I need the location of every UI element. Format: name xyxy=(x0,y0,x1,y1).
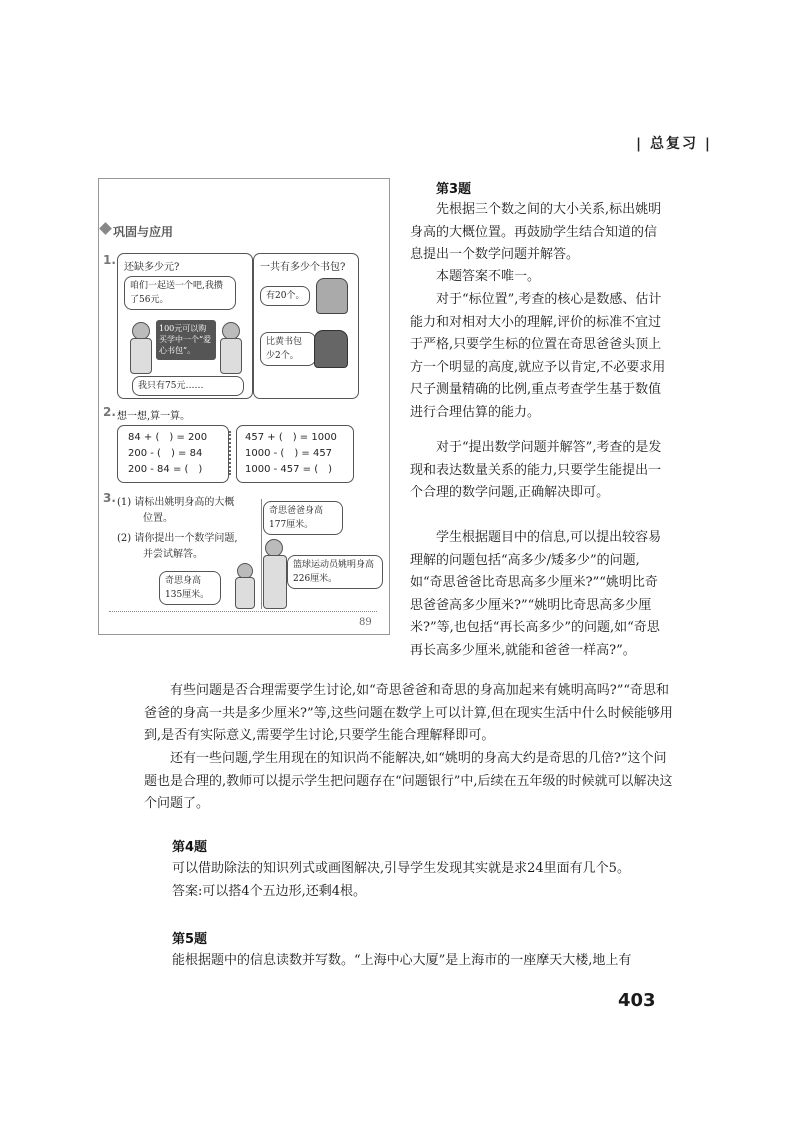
backpack-icon xyxy=(316,278,348,314)
kid-height-bubble: 奇思身高135厘米。 xyxy=(159,571,221,605)
q1-right-title: 一共有多少个书包? xyxy=(260,262,346,273)
blackboard: 100元可以购买学中一个“爱心书包”。 xyxy=(156,320,216,360)
q3-line2: (2) 请你提出一个数学问题, xyxy=(117,533,238,544)
backpack-icon xyxy=(314,330,348,368)
height-scale-line xyxy=(261,499,262,609)
q2-left-box xyxy=(117,425,229,483)
section-title: 巩固与应用 xyxy=(113,225,174,239)
q3-paragraph-7: 还有一些问题,学生用现在的知识尚不能解决,如“姚明的身高大约是奇思的几倍?”这个问题也是合理的,教师可以提示学生把问题存在“问题银行”中,后续在五年级的时候就可以解决这个问题了。 xyxy=(144,751,673,811)
q3-paragraph-2: 本题答案不唯一。 xyxy=(436,269,541,284)
q2-title: 想一想,算一算。 xyxy=(117,411,191,422)
q2-right-box xyxy=(236,425,354,483)
dad-body-icon xyxy=(263,555,287,609)
q1-speech-bubble-2: 我只有75元…… xyxy=(132,376,244,396)
textbook-page-number: 89 xyxy=(359,617,372,628)
boy-body-icon xyxy=(130,338,152,374)
q5-heading: 第5题 xyxy=(172,932,208,947)
q1-number: 1. xyxy=(103,253,116,267)
q3-paragraph-5: 学生根据题目中的信息,可以提出较容易理解的问题包括“高多少/矮多少”的问题,如“奇思爸爸比奇思高多少厘米?”“姚明比奇思爸爸高多少厘米?”“姚明比奇思高多少厘米?”等,也包括“再长高多少”的问题,如“奇思再长高多少厘米,就能和爸爸一样高?”。 xyxy=(410,530,662,658)
equation: 1000 - 457 = ( ) xyxy=(245,464,333,475)
chapter-tab: | 总复习 | xyxy=(636,136,712,152)
page-number: 403 xyxy=(618,990,656,1011)
equation: 1000 - ( ) = 457 xyxy=(245,448,333,459)
yaoming-height-bubble: 篮球运动员姚明身高226厘米。 xyxy=(287,555,383,589)
q1-speech-bubble-4: 比黄书包少2个。 xyxy=(260,332,316,366)
q3-line1: (1) 请标出姚明身高的大概 xyxy=(117,497,235,508)
q3-number: 3. xyxy=(103,491,116,505)
q4-answer: 答案:可以搭4个五边形,还剩4根。 xyxy=(172,884,367,899)
q1-speech-bubble: 咱们一起送一个吧,我攒了56元。 xyxy=(124,276,236,310)
q3-paragraph-1: 先根据三个数之间的大小关系,标出姚明身高的大概位置。再鼓励学生结合知道的信息提出一个数学问题并解答。 xyxy=(410,202,662,262)
equation: 200 - 84 = ( ) xyxy=(128,464,203,475)
footer-rule xyxy=(109,611,377,612)
binder-rings xyxy=(229,431,235,475)
equation: 200 - ( ) = 84 xyxy=(128,448,203,459)
dad-height-bubble: 奇思爸爸身高177厘米。 xyxy=(263,501,343,535)
q4-heading: 第4题 xyxy=(172,840,208,855)
qisi-body-icon xyxy=(235,577,255,609)
q3-line2b: 并尝试解答。 xyxy=(143,549,203,560)
q4-paragraph-1: 可以借助除法的知识列式或画图解决,引导学生发现其实就是求24里面有几个5。 xyxy=(172,861,630,876)
equation: 84 + ( ) = 200 xyxy=(128,432,208,443)
q2-number: 2. xyxy=(103,405,116,419)
q1-speech-bubble-3: 有20个。 xyxy=(260,286,310,306)
textbook-page-figure xyxy=(98,178,390,635)
q3-heading: 第3题 xyxy=(436,182,472,197)
section-diamond-icon xyxy=(99,222,112,235)
q1-left-panel xyxy=(117,253,253,399)
q1-right-panel xyxy=(253,253,359,399)
q3-line1b: 位置。 xyxy=(143,513,173,524)
q5-paragraph-1: 能根据题中的信息读数并写数。“上海中心大厦”是上海市的一座摩天大楼,地上有 xyxy=(172,953,632,968)
q3-paragraph-6: 有些问题是否合理需要学生讨论,如“奇思爸爸和奇思的身高加起来有姚明高吗?”“奇思和爸爸的身高一共是多少厘米?”等,这些问题在数学上可以计算,但在现实生活中什么时候能够用到,是否有实际意义,需要学生讨论,只要学生能合理解释即可。 xyxy=(144,683,673,743)
q1-left-title: 还缺多少元? xyxy=(124,262,180,273)
equation: 457 + ( ) = 1000 xyxy=(245,432,337,443)
q3-paragraph-4: 对于“提出数学问题并解答”,考查的是发现和表达数量关系的能力,只要学生能提出一个合理的数学问题,正确解决即可。 xyxy=(410,440,662,500)
girl-body-icon xyxy=(220,338,242,374)
q3-paragraph-3: 对于“标位置”,考查的核心是数感、估计能力和对相对大小的理解,评价的标准不宜过于严格,只要学生标的位置在奇思爸爸头顶上方一个明显的高度,就应予以肯定,不必要求用尺子测量精确的比例,重点考查学生基于数值进行合理估算的能力。 xyxy=(410,292,666,420)
